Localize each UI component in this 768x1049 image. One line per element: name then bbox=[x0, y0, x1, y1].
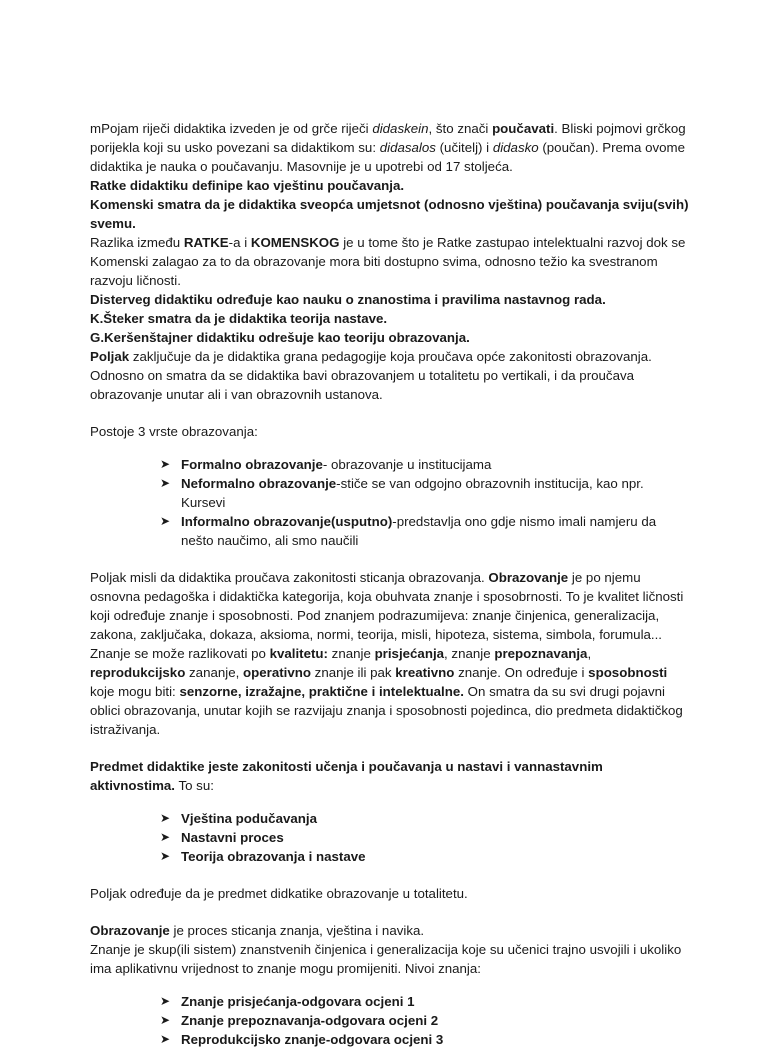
paragraph-postoje: Postoje 3 vrste obrazovanja: bbox=[90, 424, 258, 439]
text: To su: bbox=[174, 778, 214, 793]
term-obrazovanje: Obrazovanje bbox=[488, 570, 569, 585]
term-reprodukcijsko: reprodukcijsko bbox=[90, 665, 186, 680]
arrow-bullet-icon: ➤ bbox=[160, 1032, 171, 1046]
text: Nastavni proces bbox=[181, 830, 284, 845]
term-kreativno: kreativno bbox=[395, 665, 455, 680]
paragraph-disterveg bbox=[90, 290, 690, 309]
arrow-bullet-icon: ➤ bbox=[160, 1013, 171, 1027]
term-prisjecanja: prisjećanja bbox=[374, 646, 445, 661]
list-item bbox=[160, 809, 690, 828]
arrow-bullet-icon: ➤ bbox=[160, 994, 171, 1008]
text: Ratke didaktiku definipe kao vještinu poučavanja. bbox=[90, 178, 405, 193]
document-body bbox=[90, 119, 690, 1049]
term-obrazovanje: Obrazovanje bbox=[90, 923, 170, 938]
text: On smatra da su svi drugi pojavni oblici obrazovanja, unutar kojih se razvijaju znanja i sposobnosti pojedinca, dio predmeta didaktičkog istraživanja. bbox=[90, 684, 683, 737]
text: Reprodukcijsko znanje bbox=[181, 1032, 326, 1047]
text: -predstavlja ono gdje nismo imali namjeru da nešto naučimo, ali smo naučili bbox=[181, 514, 657, 548]
text: -odgovara ocjeni 3 bbox=[325, 1032, 444, 1047]
list-predmet bbox=[90, 809, 690, 866]
paragraph-razlika bbox=[90, 233, 690, 290]
list-nivoi-znanja bbox=[90, 992, 690, 1049]
paragraph-ratke bbox=[90, 176, 690, 195]
text: Razlika između bbox=[90, 235, 184, 250]
paragraph-poljak-2 bbox=[90, 568, 690, 739]
term-sposobnosti-vrste: senzorne, izražajne, praktične i intelektualne. bbox=[179, 684, 464, 699]
text: - obrazovanje u institucijama bbox=[322, 457, 492, 472]
list-vrste-obrazovanja bbox=[90, 455, 690, 550]
text: Disterveg didaktiku određuje kao nauku o znanostima i pravilima nastavnog rada. bbox=[90, 292, 606, 307]
list-item bbox=[160, 455, 690, 474]
text: Vještina podučavanja bbox=[181, 811, 317, 826]
text: G.Keršenštajner didaktiku odrešuje kao teoriju obrazovanja. bbox=[90, 330, 470, 345]
text: (učitelj) i bbox=[435, 140, 493, 155]
list-item bbox=[160, 1011, 690, 1030]
term-didasalos: didasalos bbox=[379, 140, 436, 155]
term-operativno: operativno bbox=[243, 665, 311, 680]
text: znanje ili pak bbox=[310, 665, 396, 680]
term-didaskein: didaskein bbox=[372, 121, 429, 136]
text: , što znači bbox=[428, 121, 493, 136]
text: je po njemu osnovna pedagoška i didaktička kategorija, koja obuhvata znanje i sposobrnosti. To je kvalitet ličnosti koji određuje znanje i sposobnosti. Pod znanjem podrazumijeva: znanje činjenica, generalizacija, zakona, zaključaka, dokaza, aksioma, normi, teorija, misli, hipoteza, sistema, simbola, forumula... Znanje se može razlikovati po bbox=[90, 570, 684, 661]
list-item bbox=[160, 512, 690, 550]
text: Znanje prepoznavanja bbox=[181, 1013, 321, 1028]
paragraph-komenski bbox=[90, 195, 690, 233]
term-poucavati: poučavati bbox=[492, 121, 555, 136]
text: zaključuje da je didaktika grana pedagogije koja proučava opće zakonitosti obrazovanja. Odnosno on smatra da se didaktika bavi obrazovanjem u totalitetu po vertikali, i da proučava obrazovanje unutar ali i van obrazovnih ustanova. bbox=[90, 349, 652, 402]
list-item bbox=[160, 1030, 690, 1049]
text: -odgovara ocjeni 1 bbox=[297, 994, 415, 1009]
paragraph-steker bbox=[90, 309, 690, 328]
text: -a i bbox=[228, 235, 251, 250]
term-prepoznavanja: prepoznavanja bbox=[494, 646, 588, 661]
list-item bbox=[160, 847, 690, 866]
name-ratke: RATKE bbox=[183, 235, 229, 250]
name-komenskog: KOMENSKOG bbox=[250, 235, 340, 250]
text: Informalno obrazovanje(usputno) bbox=[181, 514, 393, 529]
text: -odgovara ocjeni 2 bbox=[320, 1013, 439, 1028]
text: , znanje bbox=[444, 646, 495, 661]
text: je proces sticanja znanja, vještina i navika. bbox=[169, 923, 425, 938]
paragraph-kersenstajner bbox=[90, 328, 690, 347]
text: smatra da je didaktika sveopća umjetsnot (odnosno vještina) poučavanja sviju(svih) svemu. bbox=[90, 197, 689, 231]
paragraph-predmet bbox=[90, 757, 690, 795]
text: znanje. On određuje i bbox=[454, 665, 589, 680]
text: K.Šteker smatra da je didaktika teorija nastave. bbox=[90, 311, 388, 326]
arrow-bullet-icon: ➤ bbox=[160, 457, 171, 471]
text: Neformalno obrazovanje bbox=[181, 476, 337, 491]
paragraph-znanje-def: Znanje je skup(ili sistem) znanstvenih činjenica i generalizacija koje su učenici trajno usvojili i ukoliko ima aplikativnu vrijednost to znanje mogu promijeniti. Nivoi znanja: bbox=[90, 942, 682, 976]
arrow-bullet-icon: ➤ bbox=[160, 476, 171, 490]
arrow-bullet-icon: ➤ bbox=[160, 830, 171, 844]
text: Formalno obrazovanje bbox=[181, 457, 323, 472]
list-item bbox=[160, 992, 690, 1011]
text: Predmet didaktike jeste zakonitosti učenja i poučavanja u nastavi i vannastavnim aktivnostima. bbox=[90, 759, 603, 793]
name-poljak: Poljak bbox=[90, 349, 130, 364]
text: , bbox=[587, 646, 592, 661]
text: -stiče se van odgojno obrazovnih institucija, kao npr. Kursevi bbox=[181, 476, 644, 510]
term-kvalitetu: kvalitetu: bbox=[269, 646, 328, 661]
arrow-bullet-icon: ➤ bbox=[160, 514, 171, 528]
paragraph-pojam bbox=[90, 119, 690, 176]
term-didasko: didasko bbox=[492, 140, 539, 155]
text: je u tome što je Ratke zastupao intelektualni razvoj dok se Komenski zalagao za to da obrazovanje mora biti dostupno svima, odnosno težio ka svestranom razvoju ličnosti. bbox=[90, 235, 686, 288]
arrow-bullet-icon: ➤ bbox=[160, 849, 171, 863]
text: koje mogu biti: bbox=[90, 684, 180, 699]
text: (poučan). Prema ovome didaktika je nauka o poučavanju. Masovnije je u upotrebi od 17 stoljeća. bbox=[90, 140, 685, 174]
arrow-bullet-icon: ➤ bbox=[160, 811, 171, 825]
list-item bbox=[160, 828, 690, 847]
list-item bbox=[160, 474, 690, 512]
paragraph-poljak-3: Poljak određuje da je predmet didkatike obrazovanje u totalitetu. bbox=[90, 886, 468, 901]
text: Znanje prisjećanja bbox=[181, 994, 298, 1009]
text: Poljak misli da didaktika proučava zakonitosti sticanja obrazovanja. bbox=[90, 570, 489, 585]
name-komenski: Komenski bbox=[90, 197, 154, 212]
paragraph-obrazovanje-def bbox=[90, 921, 690, 940]
text: mPojam riječi didaktika izveden je od grče riječi bbox=[90, 121, 373, 136]
text: zananje, bbox=[185, 665, 243, 680]
text: Teorija obrazovanja i nastave bbox=[181, 849, 366, 864]
text: znanje bbox=[327, 646, 375, 661]
paragraph-poljak-1 bbox=[90, 347, 690, 404]
text: . Bliski pojmovi grčkog porijekla koji su usko povezani sa didaktikom su: bbox=[90, 121, 686, 155]
term-sposobnosti: sposobnosti bbox=[588, 665, 668, 680]
